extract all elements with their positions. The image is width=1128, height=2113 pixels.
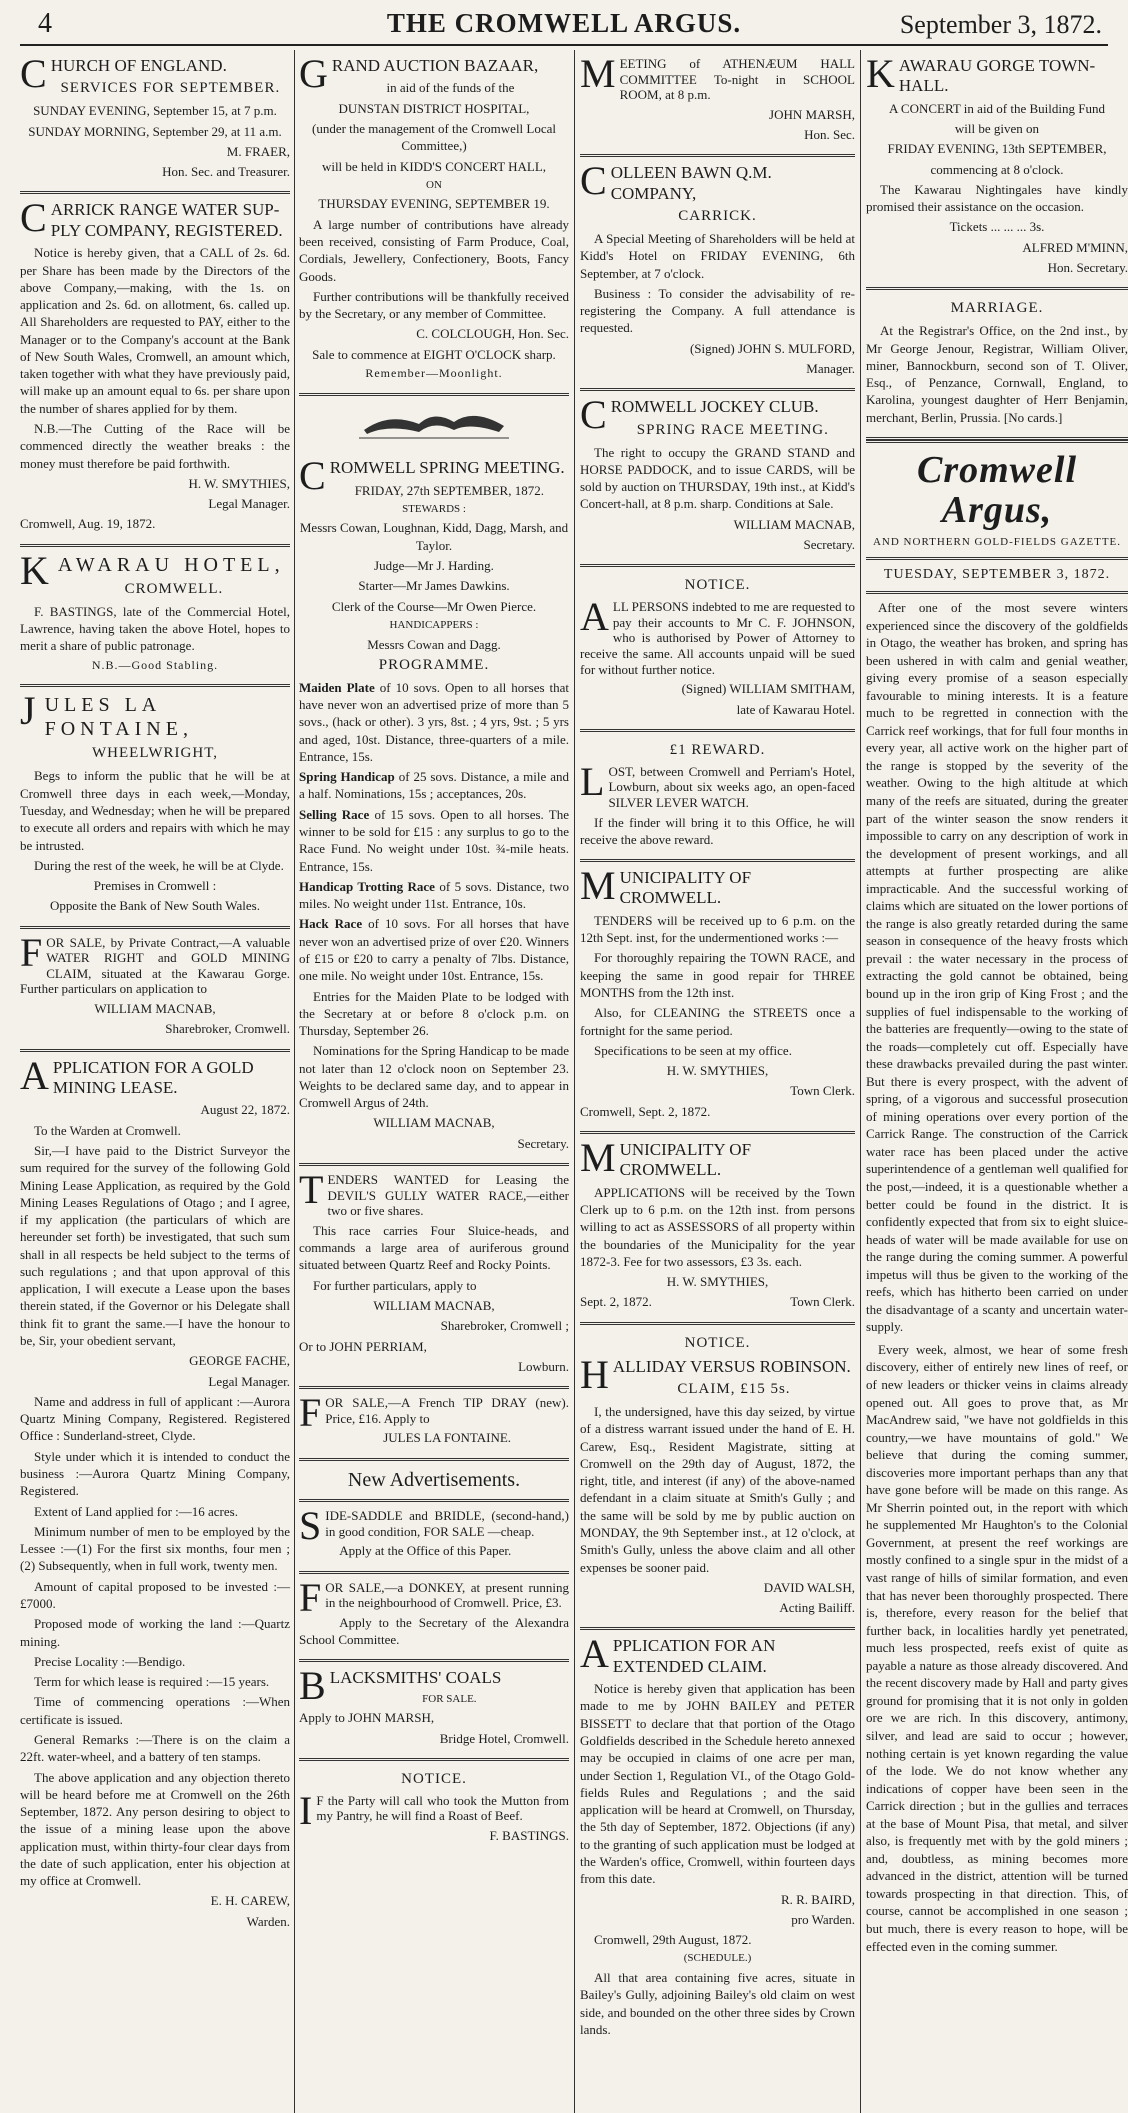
ad-title: UNICIPALITY OF CROMWELL. (619, 868, 752, 908)
ad-line: Clerk of the Course—Mr Owen Pierce. (331, 598, 537, 614)
signature: H. W. SMYTHIES, (666, 1274, 769, 1290)
spring-meeting-ad (299, 452, 569, 1166)
ad-subtitle: WHEELWRIGHT, (92, 745, 218, 762)
column-rule (294, 50, 295, 2113)
race-name: Hack Race (299, 916, 363, 932)
donkey-sale-ad (299, 1574, 569, 1663)
ad-body: N.B.—The Cutting of the Race will be commenced directly the weather breaks : the money must therefore be paid forthwith. (20, 421, 290, 471)
new-advertisements-heading: New Advertisements. (299, 1461, 569, 1503)
municipality-tenders-ad (580, 862, 855, 1134)
signature-title: Hon. Secretary. (1047, 260, 1128, 276)
ad-title: F the Party will call who took the Mutton from my Pantry, he will find a Roast of Beef. (316, 1792, 569, 1824)
marriage-heading: MARRIAGE. (950, 300, 1044, 317)
ad-line: SUNDAY MORNING, September 29, at 11 a.m. (28, 123, 282, 139)
ad-title: LACKSMITHS' COALS (329, 1668, 502, 1688)
drop-cap: A (580, 1631, 609, 1677)
mutton-notice (299, 1761, 569, 1855)
signature: F. BASTINGS. (489, 1828, 569, 1844)
ad-body: Apply to the Secretary of the Alexandra School Committee. (299, 1614, 569, 1648)
ad-line: ON (426, 178, 442, 191)
ad-line: SUNDAY EVENING, September 15, at 7 p.m. (33, 103, 277, 119)
ad-title: AWARAU HOTEL, (57, 553, 285, 576)
extended-claim-application (580, 1630, 855, 2049)
drop-cap: C (20, 195, 47, 241)
ad-line: A CONCERT in aid of the Building Fund (888, 100, 1106, 116)
ad-body: F. BASTINGS, late of the Commercial Hotel, Lawrence, having taken the above Hotel, hopes to merit a share of public patronage. (20, 603, 290, 654)
ad-line: in aid of the funds of the (386, 80, 515, 96)
signature-title: Town Clerk. (790, 1294, 855, 1310)
race-details: of 25 sovs. Distance, a mile and a half. Nominations, 15s ; acceptances, 20s. (299, 769, 570, 802)
column-4 (866, 50, 1128, 2113)
signature: JOHN PERRIAM, (329, 1338, 427, 1354)
ad-body: If the finder will bring it to this Office, he will receive the above reward. (580, 814, 855, 847)
drop-cap: M (580, 863, 616, 909)
drop-cap: G (299, 51, 328, 96)
signature: DAVID WALSH, (763, 1579, 855, 1595)
lease-detail: Precise Locality :—Bendigo. (34, 1653, 186, 1669)
signature-title: Hon. Sec. and Treasurer. (162, 164, 290, 180)
ad-title: IDE-SADDLE and BRIDLE, (second-hand,) in good condition, FOR SALE —cheap. (325, 1508, 569, 1539)
all-persons-notice (580, 567, 855, 731)
race-details: of 10 sovs. For all horses that have never won an advertised prize of over £20. Winners of £15 or £20 to carry a penalty of 7lbs. Distance, one mile. No weight under 10st. Entrance, 15s. (299, 916, 569, 984)
ticket-price: Tickets ... ... ... 3s. (949, 219, 1045, 235)
issue-date: September 3, 1872. (899, 10, 1102, 39)
signature-title: late of Kawarau Hotel. (736, 701, 855, 717)
ad-line: (under the management of the Cromwell Local Committee,) (311, 120, 557, 154)
page-number: 4 (38, 8, 52, 39)
lease-detail: Amount of capital proposed to be invested :—£7000. (20, 1578, 290, 1611)
ad-title: RAND AUCTION BAZAAR, (331, 56, 539, 75)
ad-body: The above application and any objection thereto will be heard before me at Cromwell on the 26th September, 1872. Any person desiring to object to the issue of a mining lease upon the above application must, within thirty-four clear days from the date of such application, enter his objection at my office at Cromwell. (20, 1769, 290, 1889)
signature-title: Town Clerk. (790, 1083, 855, 1099)
reward-heading: £1 REWARD. (669, 741, 766, 758)
signature: WILLIAM MACNAB, (373, 1297, 495, 1313)
signature-title: Sharebroker, Cromwell ; (440, 1318, 569, 1334)
drop-cap: F (299, 1390, 322, 1436)
race-details: of 5 sovs. Distance, two miles. No weight under 11st. Entrance, 10s. (299, 878, 569, 912)
marriage-notice (866, 290, 1128, 440)
ad-line: STEWARDS : (402, 502, 466, 515)
drop-cap: J (20, 688, 41, 734)
column-1 (20, 50, 290, 2113)
signature: JULES LA FONTAINE. (383, 1430, 512, 1446)
ad-title: OR SALE,—A French TIP DRAY (new). Price, £16. Apply to (325, 1395, 569, 1426)
ad-line: Judge—Mr J. Harding. (374, 558, 494, 574)
ad-body: Business : To consider the advisability of re-registering the Company. A full attendance is requested. (580, 285, 855, 336)
lease-detail: Minimum number of men to be employed by the Lessee :—(1) For the first six months, four men ; (2) Subsequently, when in full work, twenty men. (20, 1523, 290, 1574)
ad-title: OR SALE, by Private Contract,—A valuable WATER RIGHT and GOLD MINING CLAIM, situated at the Kawarau Gorge. Further particulars on application to (20, 934, 290, 997)
ad-body: TENDERS will be received up to 6 p.m. on the 12th Sept. inst, for the undermentioned works :— (580, 912, 855, 946)
column-rule (574, 50, 575, 2113)
lease-detail: General Remarks :—There is on the claim a 22ft. water-wheel, and a battery of ten stamps. (20, 1731, 290, 1765)
ad-body: All that area containing five acres, situate in Bailey's Gully, adjoining Bailey's old claim on west side, and bounded on the other three sides by Crown lands. (580, 1969, 855, 2037)
signature: (Signed) JOHN S. MULFORD, (689, 340, 855, 356)
signature: ALFRED M'MINN, (1022, 239, 1128, 255)
signature: WILLIAM MACNAB, (733, 516, 855, 532)
ad-body: At the Registrar's Office, on the 2nd inst., by Mr George Jenour, Registrar, William Oliver, miner, Bannockburn, second son of T. Oliver, Esq., of Penzance, Cornwall, England, to Karolina, youngest daughter of Herr Benjamin, merchant, Berlin, Prussia. [No cards.] (866, 323, 1128, 425)
ad-title: HURCH OF ENGLAND. (50, 56, 227, 75)
signature: WILLIAM MACNAB, (94, 1001, 216, 1017)
ad-body: Entries for the Maiden Plate to be lodged with the Secretary at or before 8 o'clock p.m. on Thursday, September 26. (299, 988, 569, 1039)
tip-dray-sale-ad (299, 1389, 569, 1460)
drop-cap: C (580, 392, 607, 438)
column-rule (860, 50, 861, 2113)
ad-subtitle: CROMWELL. (124, 580, 224, 597)
bazaar-ad (299, 50, 569, 396)
ad-title: OLLEEN BAWN Q.M. COMPANY, (610, 163, 772, 203)
lease-detail: Extent of Land applied for :—16 acres. (34, 1503, 238, 1519)
ad-title: AWARAU GORGE TOWN-HALL. (898, 56, 1096, 96)
ad-line: Messrs Cowan, Loughnan, Kidd, Dagg, Marsh, and Taylor. (299, 520, 569, 553)
editorial-article (866, 599, 1128, 1955)
signature-title: Secretary. (517, 1135, 569, 1151)
dateline: Cromwell, Aug. 19, 1872. (20, 516, 156, 532)
ad-body: Also, for CLEANING the STREETS once a fortnight for the same period. (580, 1005, 855, 1038)
ad-body: Notice is hereby given that application has been made to me by JOHN BAILEY and PETER BISSETT to declare that that portion of the Otago Goldfields described in the Schedule hereto annexed may be occupied in claims of one acre per man, under Section 1, Regulation VI., of the Otago Gold-fields Rules and Regulations ; and the said application will be heard at Cromwell, on Thursday, the 5th day of September, 1872. Objections (if any) to the granting of such application must be lodged at the Warden's office, Cromwell, within fourteen days from this date. (580, 1681, 855, 1887)
ad-title: ULES LA FONTAINE, (44, 694, 193, 741)
signature: GEORGE FACHE, (189, 1353, 290, 1369)
signature: E. H. CAREW, (210, 1893, 290, 1909)
ad-body: This race carries Four Sluice-heads, and commands a large area of auriferous ground situated between Quartz Reef and Rocky Points. (299, 1222, 569, 1273)
ad-body: Notice is hereby given, that a CALL of 2s. 6d. per Share has been made by the Directors of the above Company,—making, with the 1s. on application and 2s. 6d. on allotment, 6s. called up. All Shareholders are requested to PAY, either to the Manager or to the Company's account at the Bank of New South Wales, Cromwell, an amount which, taken together with what they have previously paid, will make up an amount equal to 6s. per share upon the number of shares applied for by them. (20, 245, 290, 416)
drop-cap: K (20, 547, 54, 593)
drop-cap: M (580, 51, 616, 96)
ad-title: UNICIPALITY OF CROMWELL. (619, 1139, 752, 1180)
signature-title: Hon. Sec. (804, 127, 855, 143)
ad-line: will be held in KIDD'S CONCERT HALL, (321, 158, 547, 174)
ad-body: Begs to inform the public that he will be at Cromwell three days in each week,—Monday, Tuesday, and Wednesday; when he will be prepared to execute all orders and repairs with which he may be intrusted. (20, 768, 290, 853)
race-name: Maiden Plate (299, 679, 375, 695)
signature-title: Sharebroker, Cromwell. (165, 1021, 290, 1037)
athenaeum-meeting-ad (580, 50, 855, 157)
ad-line: To the Warden at Cromwell. (34, 1122, 181, 1138)
ad-body: Further contributions will be thankfully received by the Secretary, or any member of Committee. (299, 288, 569, 322)
ad-body: Nominations for the Spring Handicap to be made not later than 12 o'clock noon on September 23. Weights to be declared same day, and to appear in Cromwell Argus of 24th. (299, 1043, 569, 1111)
signature: JOHN MARSH, (769, 106, 855, 122)
ad-body: A large number of contributions have already been received, consisting of Farm Produce, Coal, Cordials, Jewellery, Confectionery, Boots, Fancy Goods. (299, 216, 569, 284)
ad-line: FRIDAY, 27th SEPTEMBER, 1872. (354, 482, 544, 498)
carrick-water-ad (20, 194, 290, 546)
programme-heading: PROGRAMME. (378, 656, 490, 673)
ad-title: ALLIDAY VERSUS ROBINSON. (612, 1356, 851, 1376)
ad-line: Apply to (299, 1710, 345, 1726)
drop-cap: I (299, 1787, 313, 1833)
editorial-masthead (866, 440, 1128, 560)
ad-line: FRIDAY EVENING, 13th SEPTEMBER, (887, 141, 1107, 157)
signature-title: pro Warden. (791, 1911, 855, 1927)
ad-body: The Kawarau Nightingales have kindly promised their assistance on the occasion. (866, 181, 1128, 215)
water-right-sale-ad (20, 929, 290, 1052)
municipality-assessors-ad (580, 1134, 855, 1325)
mining-lease-application (20, 1052, 290, 1941)
signature-title: Lowburn. (518, 1358, 569, 1374)
notice-heading: NOTICE. (684, 1334, 751, 1351)
signature: H. W. SMYTHIES, (188, 475, 290, 491)
ad-body: I, the undersigned, have this day seized, by virtue of a distress warrant issued under the hand of E. H. Carew, Esq., Resident Magistrate, sitting at Cromwell on the 29th day of August, 1872, the right, title, and interest (if any) of the above-named defendant in a claim situate at Smith's Gully ; and the same will be sold by me by public auction on MONDAY, the 9th September inst., at 12 o'clock, at Smith's Gully, unless the above claim and all other expenses be sooner paid. (580, 1403, 855, 1575)
ad-body: The right to occupy the GRAND STAND and HORSE PADDOCK, and to issue CARDS, will be sold by auction on THURSDAY, 19th inst., at Kidd's Concert-hall, at 8 p.m. sharp. Conditions at Sale. (580, 444, 855, 512)
blacksmiths-coals-ad (299, 1662, 569, 1761)
ad-line: Starter—Mr James Dawkins. (358, 578, 510, 594)
column-2 (299, 50, 569, 2113)
ad-subtitle: SPRING RACE MEETING. (636, 421, 829, 438)
lease-detail: Style under which it is intended to conduct the business :—Aurora Quartz Mining Company, Registered. (20, 1448, 290, 1499)
ad-line: Messrs Cowan and Dagg. (367, 636, 501, 652)
ad-body: Sir,—I have paid to the District Surveyor the sum required for the survey of the following Gold Mining Lease Application, as required by the Gold Mining Leases Regulations of Otago ; and I agree, if my application (the particulars of which are hereunder set forth) be investigated, that such sum shall in all respects be held subject to the terms of such regulations ; and that upon approval of this application, I will execute a Lease upon the bases therein stated, if the Governor or his Delegate shall think fit to grant the same.—I have the honour to be, Sir, your obedient servant, (20, 1142, 290, 1349)
ad-body: For thoroughly repairing the TOWN RACE, and keeping the same in good repair for THREE MONTHS from the 12th inst. (580, 950, 855, 1000)
ad-body: Apply at the Office of this Paper. (339, 1543, 512, 1559)
ad-title: ROMWELL JOCKEY CLUB. (610, 397, 819, 417)
signature: M. FRAER, (226, 143, 290, 159)
race-name: Selling Race (299, 806, 370, 822)
signature: H. W. SMYTHIES, (666, 1063, 769, 1079)
lost-watch-ad (580, 732, 855, 862)
ad-title: OST, between Cromwell and Perriam's Hotel, Lowburn, about six weeks ago, an open-faced SILVER LEVER WATCH. (608, 763, 855, 810)
ad-line: Or to (299, 1338, 327, 1354)
signature-title: Warden. (246, 1913, 290, 1929)
drop-cap: C (580, 158, 607, 204)
ad-body: During the rest of the week, he will be at Clyde. (34, 857, 284, 873)
ad-note: Remember—Moonlight. (365, 365, 503, 380)
ad-line: HANDICAPPERS : (389, 618, 479, 631)
ad-body: APPLICATIONS will be received by the Town Clerk up to 6 p.m. on the 12th inst. from persons willing to act as ASSESSORS of all property within the boundaries of the Municipality for the year 1872-3. Fee for two assessors, £3 3s. each. (580, 1184, 855, 1269)
tenders-water-race-ad (299, 1166, 569, 1389)
article-paragraph: After one of the most severe winters experienced since the discovery of the goldfields in Otago, the weather has broken, and spring has been ushered in with calm and genial weather, giving every promise of a season especially favourable to mining interests. It is a feature much to be regretted in connection with the Carrick reef workings, that for full four months in every year, all active work on the higher part of the range is stopped by the severity of the weather. Owing to the high altitude at which many of the reefs are situated, during the greater part of the winter season the snow renders it impossible to carry on any description of work in the development of present workings, and all attempts at further prospecting are alike impracticable. And the successful working of claims which are situated on the lower portions of the range is also greatly retarded during the same season in consequence of the heavy frosts which prevail : the water necessary in the process of extracting the gold cannot be obtained, being bound up in the iron grip of King Frost ; and the supplies of fuel indispensable to the working of the batteries are frequently—owing to the state of the roads—completely cut off. Especially have these drawbacks prevailed during the past winter. But there is every prospect, with the advent of spring, of a vigorous and successful prosecution of mining operations over every portion of the Carrick Range. The construction of the Carrick water race has been placed under the active superintendence of a gentleman well qualified for the post,—indeed, it is a questionable whether a better could be found in the district. It is confidently expected that from six to eight sluice-heads of water will be made available for use on the range during the coming summer. A powerful impetus will thus be given to the working of the reefs, which has hitherto been carried on under the disadvantage of a scanty and uncertain water-supply. (866, 599, 1128, 1335)
article-paragraph: Every week, almost, we hear of some fresh discovery, either of entirely new lines of reef, or of new leaders or thicker veins in claims already opened out. All goes to prove that, as Mr MacAndrew said, "we have not goldfields in this country,—we have mountains of gold." We believe that during the coming summer, discoveries more important perhaps than any that have gone before will be made on this range. As Mr Sherrin pointed out, in the report with which he supplemented Mr Haughton's to the Colonial Government, at present the reef workings are mostly confined to a single spur in the midst of a vast range of hills of similar formation, and even that has never been thoroughly prospected. There is, therefore, every reason for the belief that further back, in localities hardly yet penetrated, much less prospected, reefs exist of quite as payable a nature as those already discovered. And the recent discovery made by Hall and party gives ground for promising that it is not only in golden ore we are rich. In this discovery, antimony, silver, and lead are said to occur ; however, nothing certain is yet known regarding the value of the lode. We do not know whether any indications of copper have been seen in the Carrick direction ; but in the gullies and terraces at the base of Mount Pisa, that metal, and silver also, is frequently met with by the gold miners ; and, doubtless, as mining becomes more advanced in the district, attention will be turned towards prospecting in that direction. This, of course, cannot be accomplished in one season ; but much, there is every reason to hope, will be effected even in the coming summer. (866, 1341, 1128, 1954)
racing-horses-icon (359, 402, 509, 442)
editorial-subtitle: AND NORTHERN GOLD-FIELDS GAZETTE. (872, 535, 1122, 548)
signature: (Signed) WILLIAM SMITHAM, (681, 681, 855, 697)
drop-cap: C (20, 51, 47, 96)
ad-line: Premises in Cromwell : (93, 878, 217, 894)
drop-cap: C (299, 453, 326, 499)
drop-cap: A (580, 594, 609, 640)
ad-body: Specifications to be seen at my office. (594, 1042, 792, 1058)
ad-subtitle: CARRICK. (678, 208, 757, 225)
lease-detail: Name and address in full of applicant :—Aurora Quartz Mining Company, Registered. Registered Office : Sunderland-street, Clyde. (20, 1393, 290, 1444)
masthead (20, 0, 1108, 46)
town-hall-concert-ad (866, 50, 1128, 290)
signature-title: Legal Manager. (208, 496, 290, 512)
lease-detail: Term for which lease is required :—15 years. (34, 1674, 270, 1690)
horse-race-illustration (299, 402, 569, 446)
halliday-notice (580, 1325, 855, 1631)
drop-cap: T (299, 1167, 324, 1213)
ad-line: will be given on (954, 121, 1040, 137)
drop-cap: F (20, 929, 43, 975)
drop-cap: L (580, 758, 605, 804)
ad-line: FOR SALE. (422, 1692, 477, 1705)
ad-line: DUNSTAN DISTRICT HOSPITAL, (338, 100, 530, 116)
signature-title: Bridge Hotel, Cromwell. (439, 1730, 569, 1746)
church-notice (20, 50, 290, 194)
signature-title: Secretary. (803, 537, 855, 553)
ad-title: PPLICATION FOR A GOLD MINING LEASE. (52, 1057, 254, 1097)
drop-cap: K (866, 51, 895, 96)
ad-title: ARRICK RANGE WATER SUP- PLY COMPANY, REGISTERED. (50, 200, 283, 240)
drop-cap: A (20, 1052, 49, 1098)
ad-line: Opposite the Bank of New South Wales. (50, 898, 260, 914)
ad-note: N.B.—Good Stabling. (91, 657, 219, 672)
saddle-sale-ad (299, 1502, 569, 1573)
signature: JOHN MARSH, (348, 1710, 435, 1726)
editorial-title: Cromwell Argus, (916, 448, 1078, 531)
signature: WILLIAM MACNAB, (373, 1115, 495, 1131)
colleen-bawn-ad (580, 157, 855, 391)
drop-cap: B (299, 1663, 326, 1709)
ad-subtitle: CLAIM, £15 5s. (677, 1381, 791, 1398)
drop-cap: H (580, 1351, 609, 1397)
race-details: of 10 sovs. Open to all horses that have never won an advertised prize of more than 5 sovs., (hack or other). 3 yrs, 8st. ; 4 yrs, 9st. ; 5 yrs and aged, 10st. Distance, three-quarters of a mile. Entrance, 15s. (299, 679, 570, 764)
dateline: Cromwell, 29th August, 1872. (594, 1932, 752, 1948)
drop-cap: M (580, 1134, 616, 1180)
wheelwright-ad (20, 687, 290, 928)
ad-line: THURSDAY EVENING, SEPTEMBER 19. (318, 196, 550, 212)
editorial-dateline: TUESDAY, SEPTEMBER 3, 1872. (866, 560, 1128, 594)
signature-title: Acting Bailiff. (779, 1600, 855, 1616)
notice-heading: NOTICE. (401, 1770, 467, 1787)
lease-detail: Time of commencing operations :—When certificate is issued. (20, 1694, 290, 1727)
signature-title: Manager. (806, 361, 855, 377)
columns (20, 50, 1128, 2113)
signature: C. COLCLOUGH, Hon. Sec. (416, 326, 569, 342)
ad-title: PPLICATION FOR AN EXTENDED CLAIM. (612, 1636, 776, 1676)
dateline: Cromwell, Sept. 2, 1872. (580, 1103, 711, 1119)
ad-subtitle: SERVICES FOR SEPTEMBER. (60, 80, 281, 97)
ad-title: ENDERS WANTED for Leasing the DEVIL'S GULLY WATER RACE,—either two or five shares. (327, 1172, 569, 1219)
race-name: Handicap Trotting Race (299, 878, 435, 894)
ad-body: For further particulars, apply to (313, 1277, 477, 1293)
dateline: Sept. 2, 1872. (580, 1294, 652, 1310)
signature: R. R. BAIRD, (780, 1891, 855, 1907)
ad-title: LL PERSONS indebted to me are requested to pay their accounts to Mr C. F. JOHNSON, who is authorised by Power of Attorney to receive the same. All accounts unpaid will be sued for without further notice. (580, 599, 855, 677)
ad-title: OR SALE,—a DONKEY, at present running in the neighbourhood of Cromwell. Price, £3. (325, 1579, 569, 1611)
signature-title: Legal Manager. (208, 1373, 290, 1389)
drop-cap: F (299, 1574, 322, 1620)
race-details: of 15 sovs. Open to all horses. The winner to be sold for £15 : any surplus to go to the Race Fund. No weight under 10st. ¾-mile heats. Entrance, 15s. (299, 806, 570, 874)
ad-title: EETING of ATHENÆUM HALL COMMITTEE To-night in SCHOOL ROOM, at 8 p.m. (619, 56, 855, 103)
ad-title: ROMWELL SPRING MEETING. (329, 458, 565, 478)
schedule-heading: (SCHEDULE.) (683, 1952, 752, 1965)
notice-heading: NOTICE. (684, 577, 751, 594)
jockey-club-ad (580, 391, 855, 567)
lease-detail: Proposed mode of working the land :—Quartz mining. (20, 1616, 290, 1649)
column-3 (580, 50, 855, 2113)
race-name: Spring Handicap (299, 769, 395, 785)
drop-cap: S (299, 1503, 322, 1549)
ad-line: commencing at 8 o'clock. (930, 161, 1064, 177)
dateline: August 22, 1872. (200, 1102, 290, 1118)
kawarau-hotel-ad (20, 547, 290, 688)
ad-body: A Special Meeting of Shareholders will be held at Kidd's Hotel on FRIDAY EVENING, 6th September, at 7 o'clock. (580, 231, 855, 281)
newspaper-title: THE CROMWELL ARGUS. (386, 8, 742, 38)
ad-line: Sale to commence at EIGHT O'CLOCK sharp. (312, 346, 556, 362)
